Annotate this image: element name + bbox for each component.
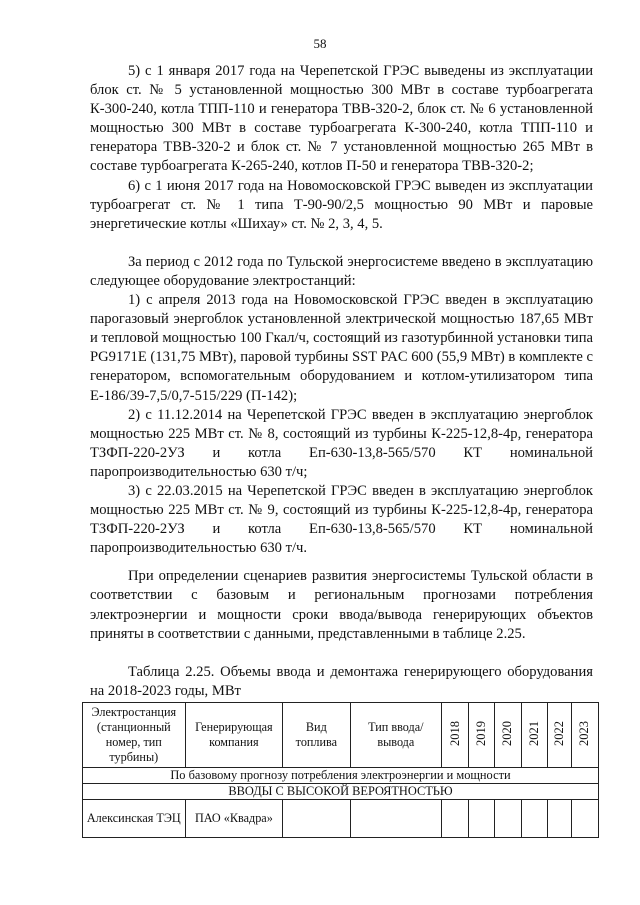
header-year-2019 <box>469 703 495 768</box>
subsection-title: ВВОДЫ С ВЫСОКОЙ ВЕРОЯТНОСТЬЮ <box>83 784 599 800</box>
cell-company: ПАО «Квадра» <box>185 800 283 838</box>
cell-type <box>350 800 442 838</box>
paragraph-commissioned-2: 2) с 11.12.2014 на Черепетской ГРЭС введен в эксплуатацию энергоблок мощностью 225 МВт ст. № 8, состоящий из турбины К-225-12,8-4р, генератора ТЗФП-220-2УЗ и котла Еп-630-13,8-565/570 КТ номинальной паропроизводительностью 630 т/ч; <box>90 406 593 480</box>
header-station: Электростанция (станционный номер, тип турбины) <box>83 703 186 768</box>
year-label: 2022 <box>551 720 566 746</box>
cell-year-2019 <box>469 800 495 838</box>
header-year-2018 <box>442 703 469 768</box>
cell-year-2022 <box>547 800 571 838</box>
cell-year-2021 <box>521 800 547 838</box>
table-header-row <box>83 703 599 768</box>
paragraph-commissioned-3: 3) с 22.03.2015 на Черепетской ГРЭС введен в эксплуатацию энергоблок мощностью 225 МВт ст. № 9, состоящий из турбины К-225-12,8-4р, генератора ТЗФП-220-2УЗ и котла Еп-630-13,8-565/570 КТ номинальной паропроизводительностью 630 т/ч. <box>90 482 593 557</box>
table-row <box>83 800 599 838</box>
year-label: 2020 <box>500 720 515 746</box>
subsection-row <box>83 784 599 800</box>
year-label: 2021 <box>526 720 541 746</box>
header-year-2022 <box>547 703 571 768</box>
section-title: По базовому прогнозу потребления электроэнергии и мощности <box>83 768 599 784</box>
paragraph-commissioned-1: 1) с апреля 2013 года на Новомосковской ГРЭС введен в эксплуатацию парогазовый энергоблок установленной электрической мощностью 187,65 МВт и тепловой мощностью 100 Гкал/ч, состоящий из газотурбинной установки типа PG9171E (131,75 МВт), паровой турбины SST PAC 600 (55,9 МВт) в комплекте с генератором, вспомогательным оборудованием и котлом-утилизатором типа Е-186/39-7,5/0,7-515/229 (П-142); <box>90 292 593 404</box>
header-year-2020 <box>495 703 521 768</box>
header-year-2021 <box>521 703 547 768</box>
header-year-2023 <box>571 703 598 768</box>
cell-fuel <box>283 800 350 838</box>
paragraph-scenarios: При определении сценариев развития энергосистемы Тульской области в соответствии с базовым и региональным прогнозами потребления электроэнергии и мощности сроки ввода/вывода генерирующих объектов приняты в соответствии с данными, представленными в таблице 2.25. <box>90 568 593 642</box>
generation-table <box>82 702 599 838</box>
header-type: Тип ввода/вывода <box>350 703 442 768</box>
paragraph-intro-commissioned: За период с 2012 года по Тульской энергосистеме введено в эксплуатацию следующее оборудование электростанций: <box>90 253 593 289</box>
cell-year-2023 <box>571 800 598 838</box>
cell-year-2020 <box>495 800 521 838</box>
header-fuel: Вид топлива <box>283 703 350 768</box>
header-company: Генерирующая компания <box>185 703 283 768</box>
table-caption: Таблица 2.25. Объемы ввода и демонтажа генерирующего оборудования на 2018-2023 годы, МВт <box>90 663 593 699</box>
section-row <box>83 768 599 784</box>
year-label: 2023 <box>577 720 592 746</box>
year-label: 2019 <box>474 720 489 746</box>
document-body <box>90 62 593 701</box>
cell-station: Алексинская ТЭЦ <box>83 800 186 838</box>
page-number: 58 <box>313 36 327 51</box>
cell-year-2018 <box>442 800 469 838</box>
paragraph-item-6: 6) с 1 июня 2017 года на Новомосковской ГРЭС выведен из эксплуатации турбоагрегат ст. № 1 типа Т-90-90/2,5 мощностью 90 МВт и паровые энергетические котлы «Шихау» ст. № 2, 3, 4, 5. <box>90 177 593 232</box>
paragraph-item-5: 5) с 1 января 2017 года на Черепетской ГРЭС выведены из эксплуатации блок ст. № 5 установленной мощностью 300 МВт в составе турбоагрегата К-300-240, котла ТПП-110 и генератора ТВВ-320-2, блок ст. № 6 установленной мощностью 300 МВт в составе турбоагрегата К-300-240, котла ТПП-110 и генератора ТВВ-320-2 и блок ст. № 7 установленной мощностью 265 МВт в составе турбоагрегата К-265-240, котлов П-50 и генератора ТВВ-320-2; <box>90 63 593 175</box>
year-label: 2018 <box>447 720 462 746</box>
